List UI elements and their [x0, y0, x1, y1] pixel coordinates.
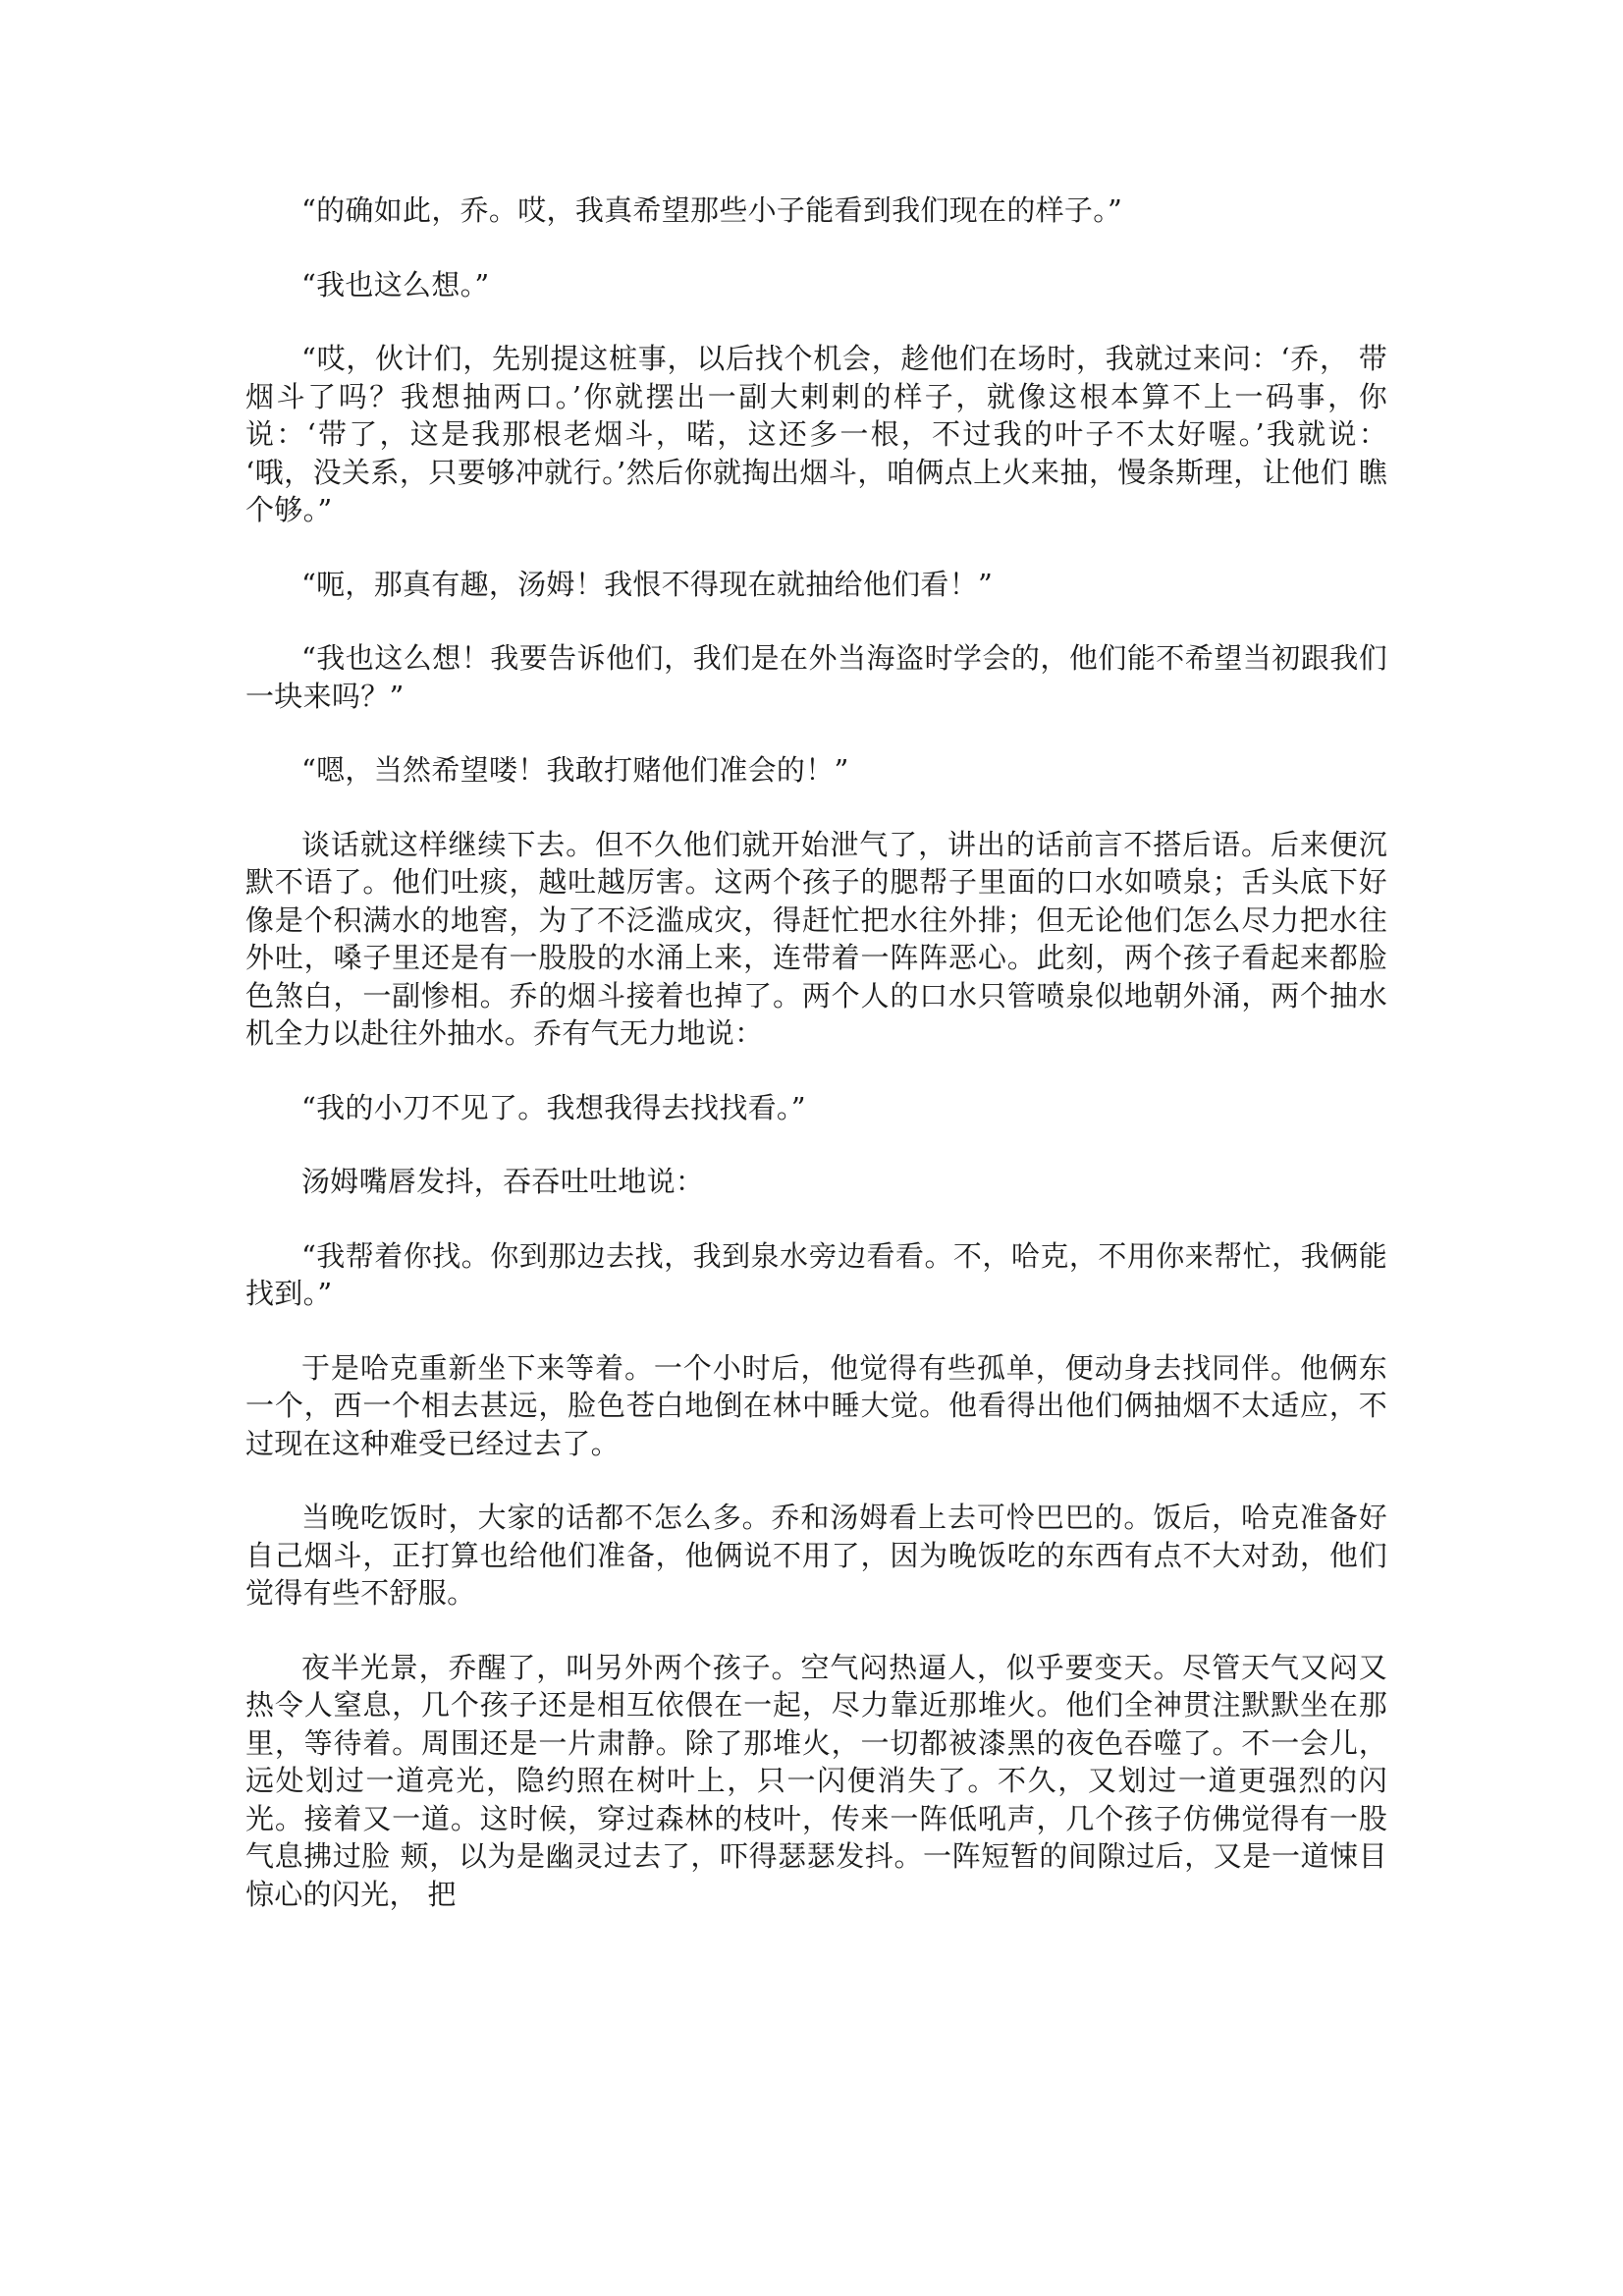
paragraph-2: “我也这么想。”	[301, 267, 490, 301]
paragraph-5: “我也这么想！我要告诉他们，我们是在外当海盗时学会的，他们能不希望当初跟我们一块来吗？”	[245, 641, 1387, 713]
paragraph-6: “嗯，当然希望喽！我敢打赌他们准会的！”	[301, 753, 849, 787]
paragraph-11: 于是哈克重新坐下来等着。一个小时后，他觉得有些孤单，便动身去找同伴。他俩东一个，西一个相去甚远，脸色苍白地倒在林中睡大觉。他看得出他们俩抽烟不太适应，不过现在这种难受已经过去了。	[245, 1350, 1387, 1460]
paragraph-8: “我的小刀不见了。我想我得去找找看。”	[301, 1090, 806, 1124]
paragraph-7: 谈话就这样继续下去。但不久他们就开始泄气了，讲出的话前言不搭后语。后来便沉默不语了。他们吐痰，越吐越厉害。这两个孩子的腮帮子里面的口水如喷泉；舌头底下好像是个积满水的地窖，为了不泛滥成灾，得赶忙把水往外排；但无论他们怎么尽力把水往外吐，嗓子里还是有一股股的水涌上来，连带着一阵阵恶心。此刻，两个孩子看起来都脸色煞白，一副惨相。乔的烟斗接着也掉了。两个人的口水只管喷泉似地朝外涌，两个抽水机全力以赴往外抽水。乔有气无力地说：	[245, 827, 1387, 1050]
paragraph-13: 夜半光景，乔醒了，叫另外两个孩子。空气闷热逼人，似乎要变天。尽管天气又闷又热令人窒息，几个孩子还是相互依偎在一起，尽力靠近那堆火。他们全神贯注默默坐在那里，等待着。周围还是一片肃静。除了那堆火，一切都被漆黑的夜色吞噬了。不一会儿，远处划过一道亮光，隐约照在树叶上，只一闪便消失了。不久，又划过一道更强烈的闪光。接着又一道。这时候，穿过森林的枝叶，传来一阵低吼声，几个孩子仿佛觉得有一股气息拂过脸 颊，以为是幽灵过去了，吓得瑟瑟发抖。一阵短暂的间隙过后，又是一道悚目惊心的闪光， 把	[245, 1650, 1387, 1911]
paragraph-4: “呃，那真有趣，汤姆！我恨不得现在就抽给他们看！”	[301, 567, 994, 601]
paragraph-9: 汤姆嘴唇发抖，吞吞吐吐地说：	[301, 1165, 705, 1198]
paragraph-10: “我帮着你找。你到那边去找，我到泉水旁边看看。不，哈克，不用你来帮忙，我俩能找到。”	[245, 1238, 1387, 1310]
body-text	[245, 191, 1387, 1949]
paragraph-1: “的确如此，乔。哎，我真希望那些小子能看到我们现在的样子。”	[301, 193, 1123, 227]
paragraph-3: “哎，伙计们，先别提这桩事，以后找个机会，趁他们在场时，我就过来问：‘乔， 带烟斗了吗？我想抽两口。’你就摆出一副大剌剌的样子，就像这根本算不上一码事，你 说：‘带了，这是我那根老烟斗，喏，这还多一根，不过我的叶子不太好喔。’我就说： ‘哦，没关系，只要够冲就行。’然后你就掏出烟斗，咱俩点上火来抽，慢条斯理，让他们 瞧个够。”	[245, 342, 1387, 526]
paragraph-12: 当晚吃饭时，大家的话都不怎么多。乔和汤姆看上去可怜巴巴的。饭后，哈克准备好自己烟斗，正打算也给他们准备，他俩说不用了，因为晚饭吃的东西有点不大对劲，他们觉得有些不舒服。	[245, 1501, 1387, 1610]
